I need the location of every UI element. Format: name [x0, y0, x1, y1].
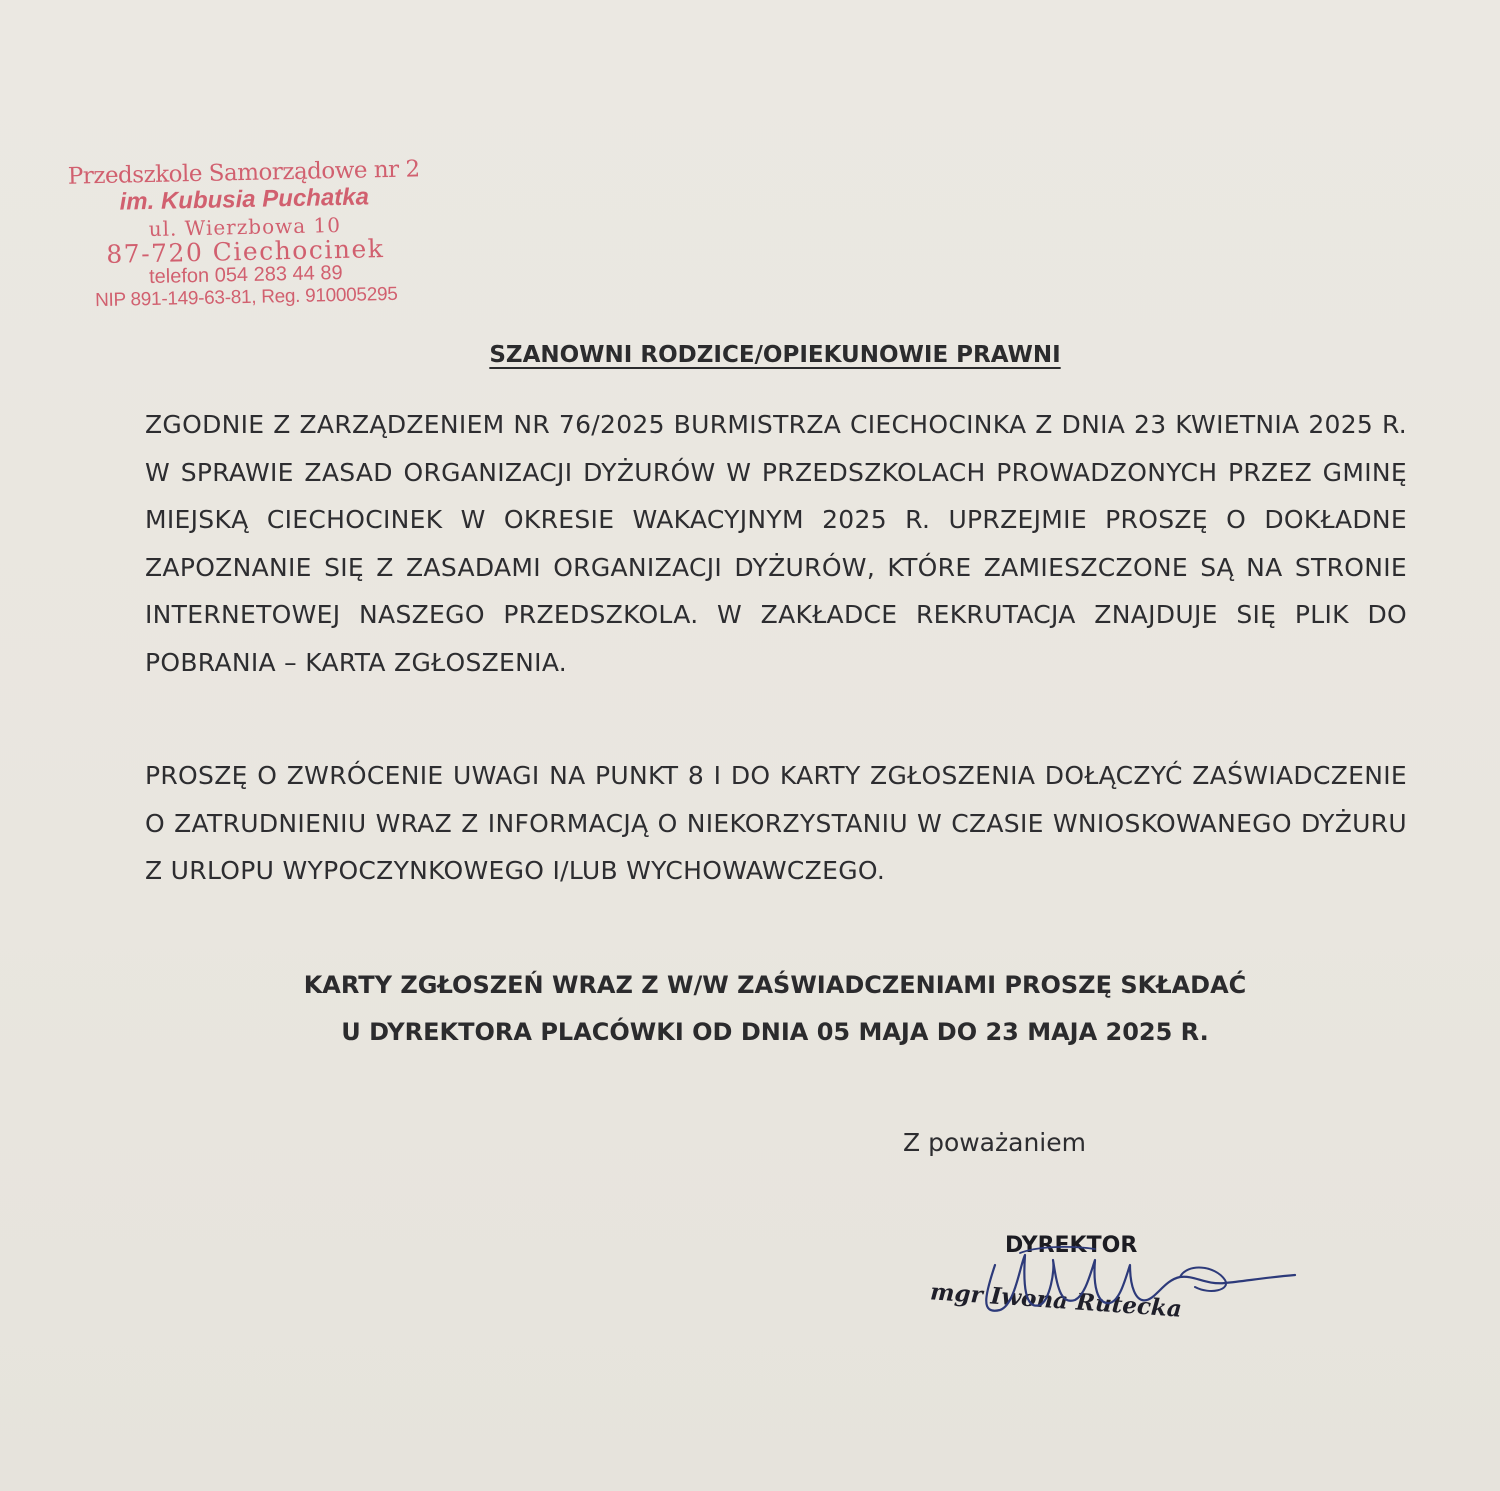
paragraph-2: PROSZĘ O ZWRÓCENIE UWAGI NA PUNKT 8 I DO KARTY ZGŁOSZENIA DOŁĄCZYĆ ZAŚWIADCZENIE O ZATRUDNIENIU WRAZ Z INFORMACJĄ O NIEKORZYSTANIU W CZASIE WNIOSKOWANEGO DYŻURU Z URLOPU WYPOCZYNKOWEGO I/LUB WYCHOWAWCZEGO. — [145, 761, 1407, 885]
signature-name-stamp: mgr Iwona Rutecka — [929, 1278, 1183, 1323]
submission-notice — [0, 962, 1500, 1056]
submission-notice-line-2: U DYREKTORA PLACÓWKI OD DNIA 05 MAJA DO 23 MAJA 2025 R. — [341, 1018, 1209, 1046]
paragraph-1: ZGODNIE Z ZARZĄDZENIEM NR 76/2025 BURMISTRZA CIECHOCINKA Z DNIA 23 KWIETNIA 2025 R. W SPRAWIE ZASAD ORGANIZACJI DYŻURÓW W PRZEDSZKOLACH PROWADZONYCH PRZEZ GMINĘ MIEJSKĄ CIECHOCINEK W OKRESIE WAKACYJNYM 2025 R. UPRZEJMIE PROSZĘ O DOKŁADNE ZAPOZNANIE SIĘ Z ZASADAMI ORGANIZACJI DYŻURÓW, KTÓRE ZAMIESZCZONE SĄ NA STRONIE INTERNETOWEJ NASZEGO PRZEDSZKOLA. W ZAKŁADCE REKRUTACJA ZNAJDUJE SIĘ PLIK DO POBRANIA – KARTA ZGŁOSZENIA. — [145, 410, 1407, 677]
submission-notice-line-1: KARTY ZGŁOSZEŃ WRAZ Z W/W ZAŚWIADCZENIAMI PROSZĘ SKŁADAĆ — [303, 971, 1247, 999]
letter-title — [0, 342, 1500, 368]
signature-block — [925, 1225, 1305, 1335]
closing-regards: Z poważaniem — [903, 1128, 1086, 1157]
handwritten-signature — [925, 1225, 1305, 1335]
stamp-line-nip: NIP 891-149-63-81, Reg. 910005295 — [94, 283, 398, 312]
stamp-line-phone: telefon 054 283 44 89 — [148, 261, 343, 289]
stamp-line-street: ul. Wierzbowa 10 — [148, 212, 342, 242]
stamp-line-patron: im. Kubusia Puchatka — [119, 183, 370, 216]
institution-stamp — [53, 156, 436, 313]
letter-title-text: SZANOWNI RODZICE/OPIEKUNOWIE PRAWNI — [489, 342, 1061, 368]
stamp-line-city: 87-720 Ciechocinek — [106, 234, 385, 269]
stamp-line-name: Przedszkole Samorządowe nr 2 — [67, 156, 420, 190]
signature-title-stamp: DYREKTOR — [1005, 1233, 1138, 1258]
